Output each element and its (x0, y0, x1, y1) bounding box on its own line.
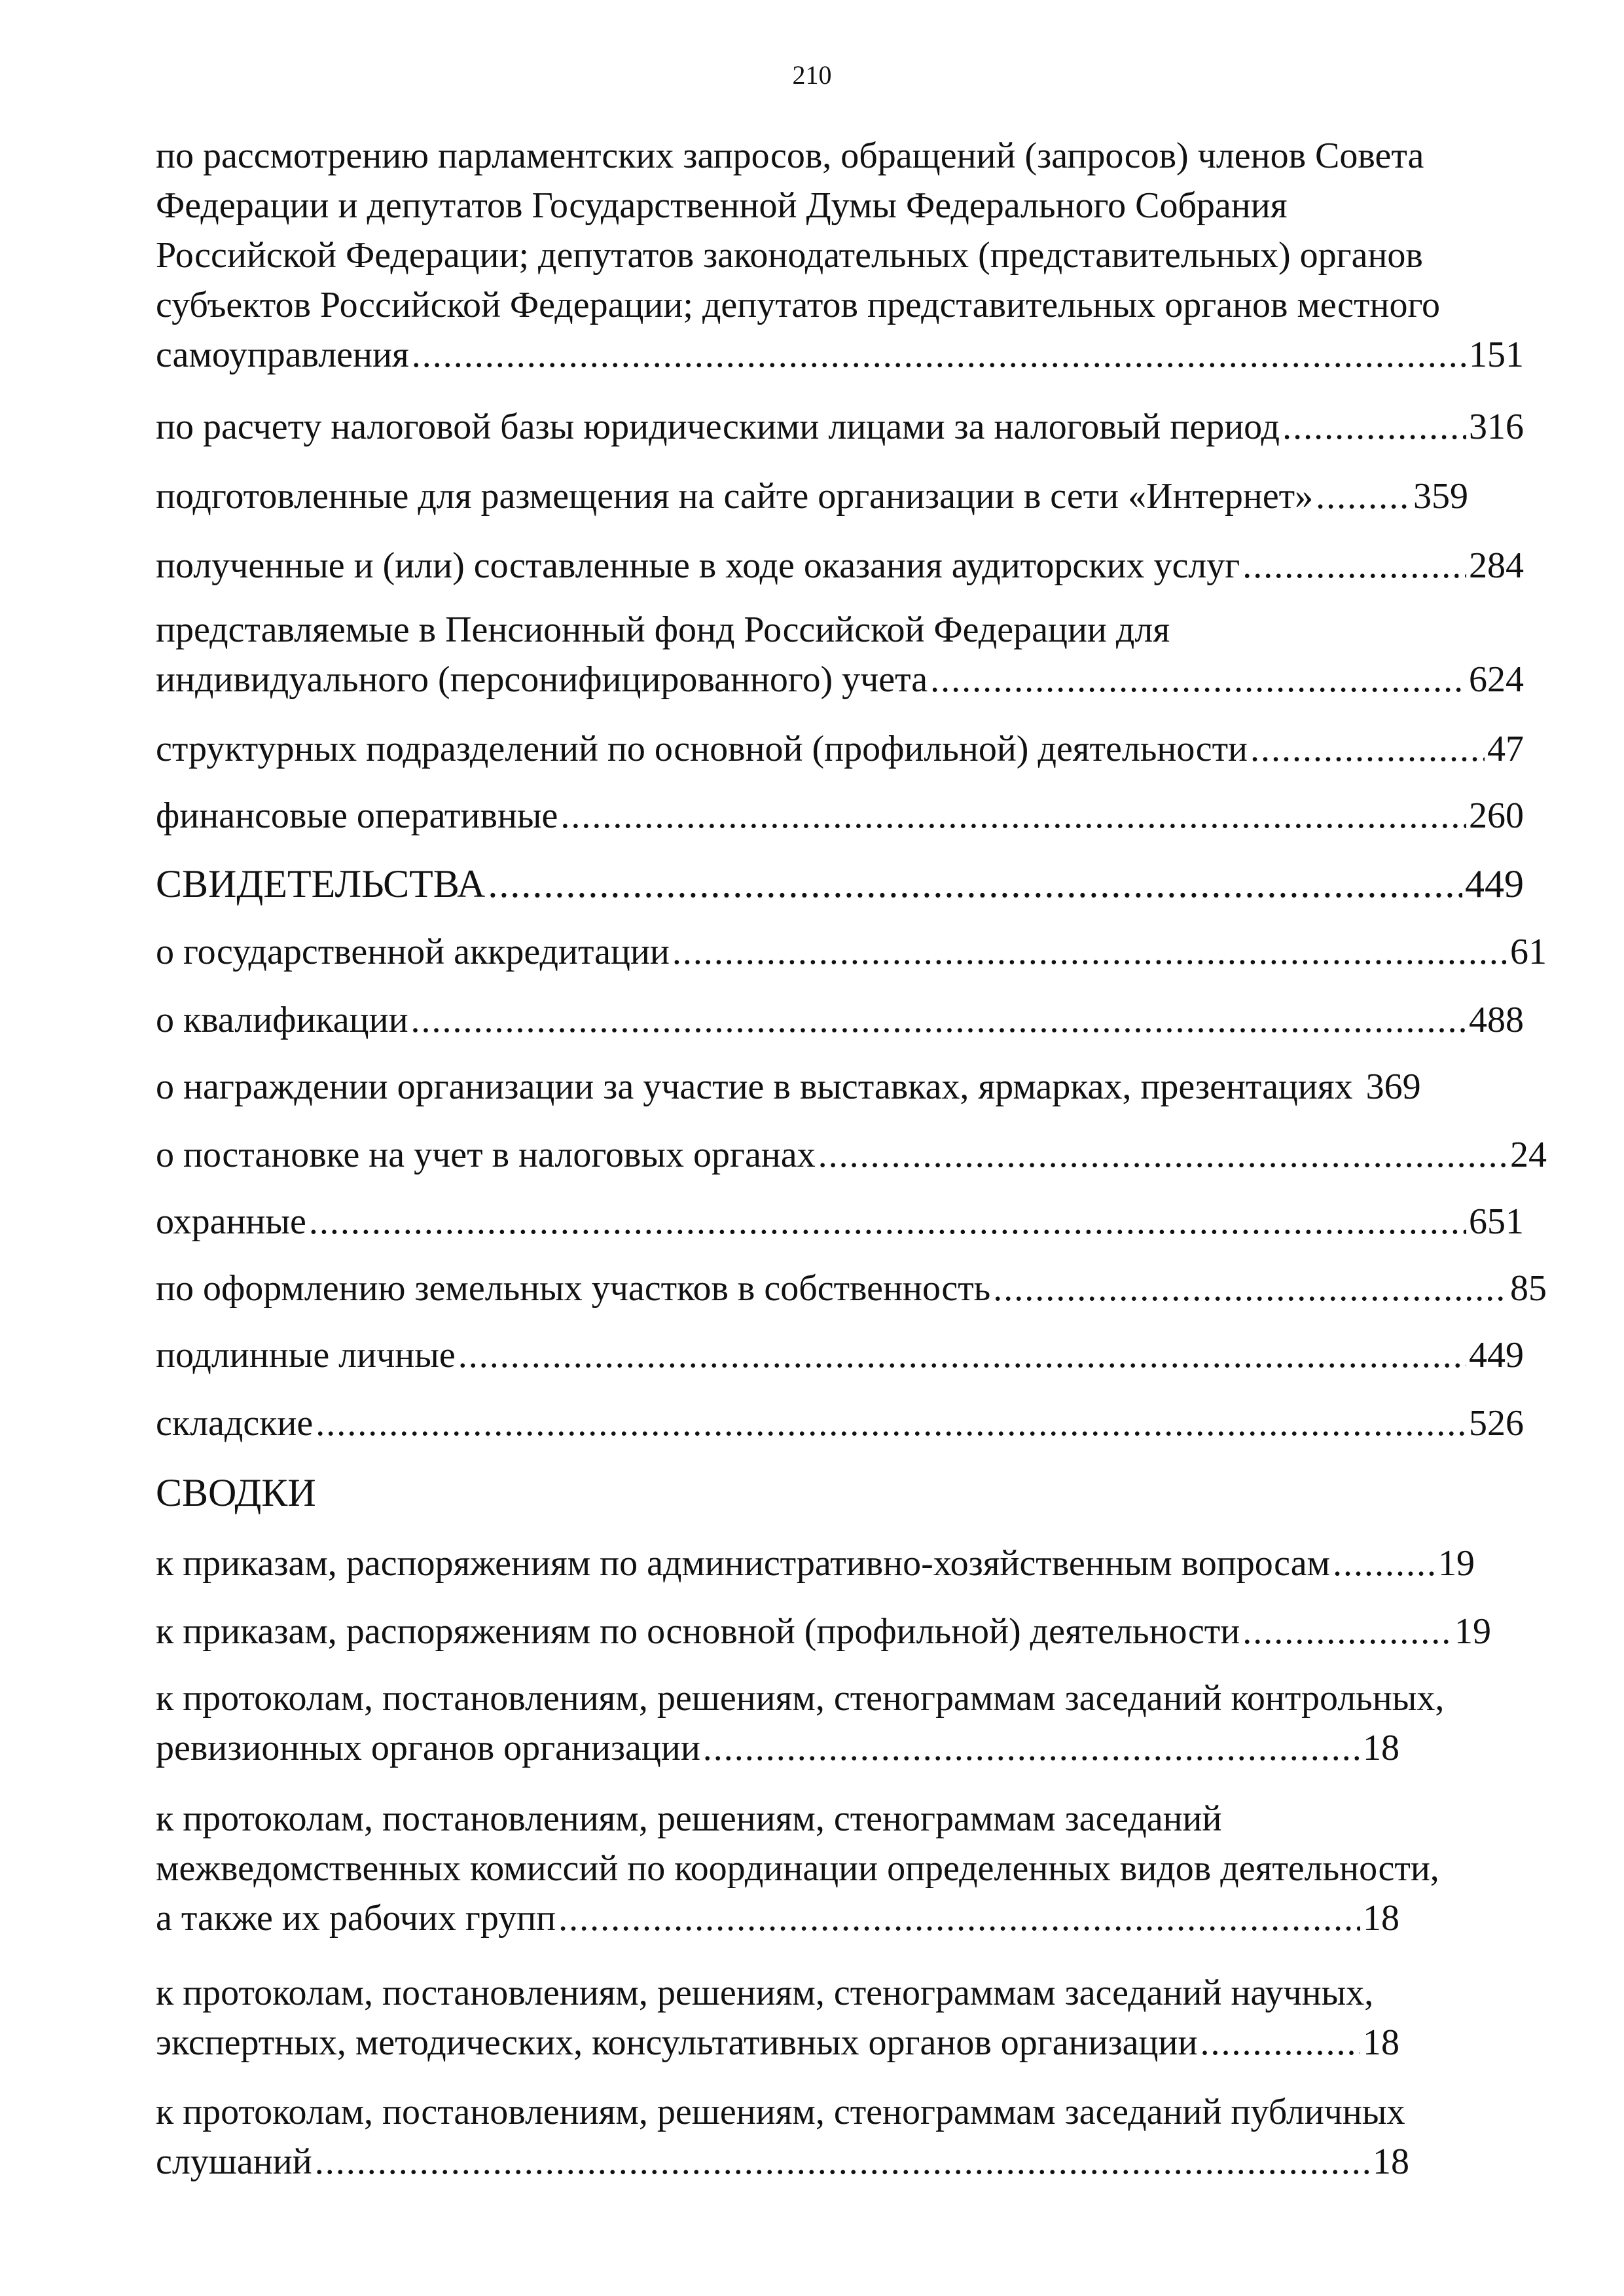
entry-page-ref: 284 (1469, 545, 1524, 586)
entry-page-ref: 651 (1469, 1201, 1524, 1242)
index-entry (156, 1330, 1524, 1380)
entry-page-ref: 18 (1373, 2141, 1409, 2182)
entry-text: о квалификации (156, 1000, 408, 1040)
entry-line: субъектов Российской Федерации; депутатов представительных органов местного (156, 285, 1441, 325)
page-number: 210 (792, 60, 832, 90)
entry-last-line (156, 541, 1524, 591)
leader-dots (488, 859, 1462, 909)
entry-line: к протоколам, постановлениям, решениям, стенограммам заседаний контрольных, (156, 1678, 1445, 1719)
leader-dots (458, 1330, 1466, 1380)
entry-last-line (156, 1893, 1399, 1943)
entry-text: индивидуального (персонифицированного) учета (156, 659, 928, 700)
leader-dots (315, 2137, 1370, 2187)
entry-page-ref: 624 (1469, 659, 1524, 700)
entry-line: к протоколам, постановлениям, решениям, стенограммам заседаний научных, (156, 1973, 1374, 2013)
leader-dots (672, 927, 1507, 977)
entry-text: складские (156, 1403, 314, 1444)
entry-last-line (156, 859, 1524, 909)
index-entry (156, 541, 1524, 591)
entry-page-ref: 47 (1487, 729, 1524, 769)
index-entry (156, 1968, 1511, 2068)
index-entry (156, 724, 1524, 774)
leader-dots (316, 1398, 1466, 1448)
section-heading: СВИДЕТЕЛЬСТВА (156, 862, 486, 905)
entry-last-line (156, 791, 1524, 841)
entry-text: подготовленные для размещения на сайте организации в сети «Интернет» (156, 476, 1314, 517)
entry-last-line (156, 330, 1524, 380)
entry-text: по оформлению земельных участков в собственность (156, 1268, 991, 1309)
entry-line: Федерации и депутатов Государственной Думы Федерального Собрания (156, 185, 1288, 226)
entry-text: о награждении организации за участие в выставках, ярмарках, презентациях (156, 1066, 1353, 1107)
entry-page-ref: 18 (1363, 2022, 1399, 2063)
index-entry (156, 1794, 1511, 1943)
section-heading-entry (156, 859, 1524, 909)
leader-dots (1250, 724, 1485, 774)
entry-text: по расчету налоговой базы юридическими лицами за налоговый период (156, 407, 1280, 447)
entry-page-ref: 151 (1469, 335, 1524, 375)
entry-last-line (156, 1330, 1524, 1380)
entry-page-ref: 449 (1469, 1335, 1524, 1376)
entry-text: самоуправления (156, 335, 409, 375)
entry-text: экспертных, методических, консультативных органов организации (156, 2022, 1198, 2063)
entry-last-line (156, 1062, 1524, 1112)
entry-last-line (156, 724, 1524, 774)
entry-line: представляемые в Пенсионный фонд Российской Федерации для (156, 610, 1170, 650)
entry-line: к протоколам, постановлениям, решениям, стенограммам заседаний (156, 1798, 1222, 1839)
entry-line: к протоколам, постановлениям, решениям, стенограммам заседаний публичных (156, 2092, 1405, 2132)
entry-page-ref: 61 (1510, 932, 1547, 972)
section-heading: СВОДКИ (156, 1471, 316, 1514)
index-entry (156, 1398, 1524, 1448)
entry-line: Российской Федерации; депутатов законодательных (представительных) органов (156, 235, 1423, 276)
index-entry (156, 1197, 1524, 1247)
entry-page-ref: 526 (1469, 1403, 1524, 1444)
entry-page-ref: 488 (1469, 1000, 1524, 1040)
entry-last-line (156, 1607, 1491, 1656)
entry-text: ревизионных органов организации (156, 1728, 700, 1768)
entry-last-line (156, 1264, 1547, 1313)
leader-dots (309, 1197, 1466, 1247)
index-entry (156, 402, 1524, 452)
leader-dots (993, 1264, 1507, 1313)
leader-dots (1200, 2018, 1360, 2068)
leader-dots (818, 1130, 1507, 1180)
leader-dots (703, 1723, 1360, 1773)
index-entry (156, 471, 1468, 521)
entry-page-ref: 19 (1438, 1543, 1475, 1584)
section-heading-entry (156, 1468, 1524, 1518)
entry-line: по рассмотрению парламентских запросов, обращений (запросов) членов Совета (156, 136, 1424, 176)
entry-page-ref: 316 (1469, 407, 1524, 447)
entry-last-line (156, 1539, 1475, 1588)
entry-last-line (156, 655, 1524, 704)
entry-text: слушаний (156, 2141, 312, 2182)
entry-page-ref: 19 (1454, 1611, 1491, 1652)
index-entry (156, 605, 1524, 704)
entry-last-line (156, 2018, 1399, 2068)
entry-page-ref: 18 (1363, 1728, 1399, 1768)
index-entry (156, 995, 1524, 1045)
leader-dots (1242, 541, 1466, 591)
leader-dots (560, 791, 1466, 841)
index-entry (156, 131, 1524, 380)
entry-text: финансовые оперативные (156, 795, 558, 836)
index-entry (156, 927, 1547, 977)
entry-page-ref: 359 (1413, 476, 1468, 517)
leader-dots (930, 655, 1466, 704)
entry-text: полученные и (или) составленные в ходе оказания аудиторских услуг (156, 545, 1240, 586)
entry-last-line (156, 1398, 1524, 1448)
entry-text: подлинные личные (156, 1335, 456, 1376)
leader-dots (412, 330, 1466, 380)
entry-page-ref: 369 (1365, 1066, 1421, 1107)
index-entry (156, 1607, 1491, 1656)
leader-dots (1242, 1607, 1452, 1656)
entry-last-line (156, 995, 1524, 1045)
entry-text: охранные (156, 1201, 306, 1242)
index-entry (156, 1062, 1524, 1112)
leader-dots (558, 1893, 1360, 1943)
entry-last-line (156, 2137, 1409, 2187)
entry-text: к приказам, распоряжениям по административно-хозяйственным вопросам (156, 1543, 1330, 1584)
entry-page-ref: 449 (1465, 862, 1524, 905)
leader-dots (1282, 402, 1466, 452)
entry-text: о постановке на учет в налоговых органах (156, 1135, 816, 1175)
entry-last-line (156, 471, 1468, 521)
entry-line: межведомственных комиссий по координации определенных видов деятельности, (156, 1848, 1439, 1889)
index-entry (156, 2087, 1511, 2187)
entry-last-line (156, 1197, 1524, 1247)
entry-page-ref: 260 (1469, 795, 1524, 836)
index-entry (156, 1264, 1547, 1313)
leader-dots (1316, 471, 1411, 521)
index-entry (156, 1673, 1511, 1773)
entry-text: а также их рабочих групп (156, 1898, 556, 1939)
index-entry (156, 1130, 1547, 1180)
leader-dots (1333, 1539, 1435, 1588)
leader-dots (411, 995, 1466, 1045)
entry-text: структурных подразделений по основной (профильной) деятельности (156, 729, 1248, 769)
entry-last-line (156, 1130, 1547, 1180)
entry-page-ref: 24 (1510, 1135, 1547, 1175)
entry-last-line (156, 1723, 1399, 1773)
entry-page-ref: 18 (1363, 1898, 1399, 1939)
entry-page-ref: 85 (1510, 1268, 1547, 1309)
index-entry (156, 1539, 1475, 1588)
entry-text: к приказам, распоряжениям по основной (профильной) деятельности (156, 1611, 1240, 1652)
entry-last-line (156, 402, 1524, 452)
index-entry (156, 791, 1524, 841)
entry-last-line (156, 927, 1547, 977)
entry-text: о государственной аккредитации (156, 932, 670, 972)
